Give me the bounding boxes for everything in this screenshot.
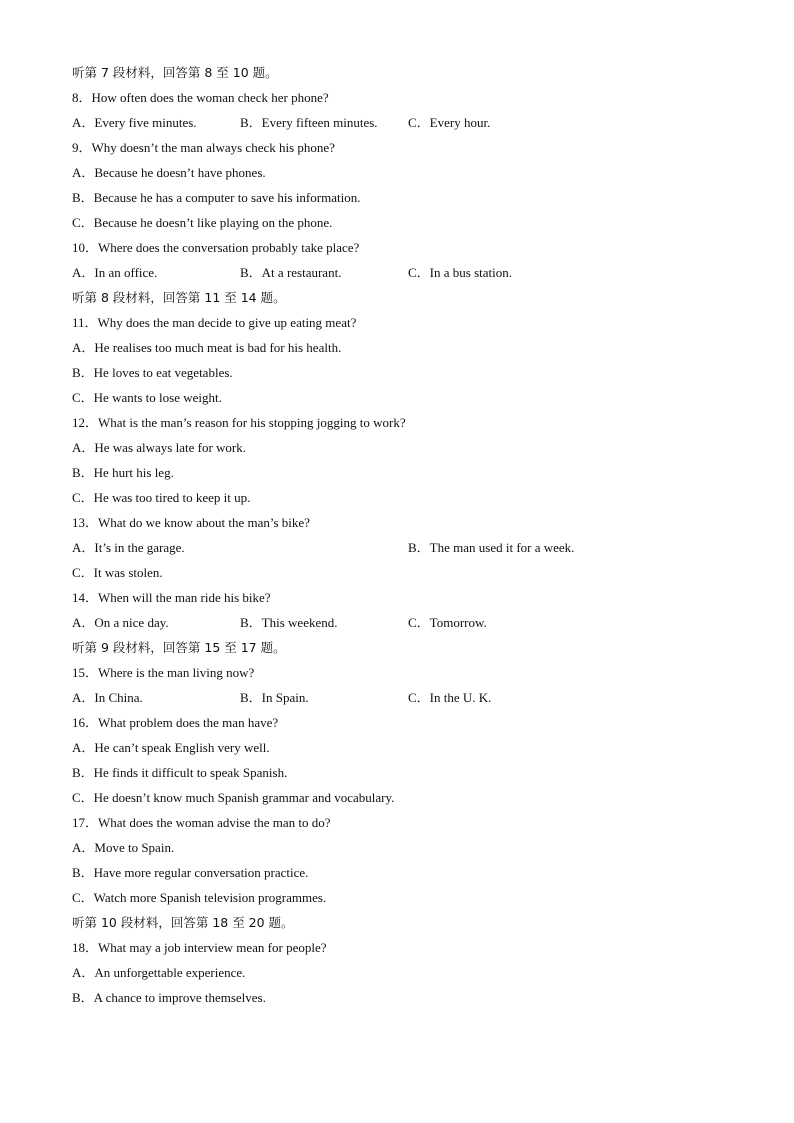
question-12: 12．What is the man’s reason for his stopping jogging to work? (72, 415, 406, 430)
option-14-a: A．On a nice day. (72, 615, 169, 630)
question-13: 13．What do we know about the man’s bike? (72, 515, 310, 530)
option-14-c: C．Tomorrow. (408, 615, 487, 630)
question-8: 8．How often does the woman check her phone? (72, 90, 329, 105)
option-11-b: B．He loves to eat vegetables. (72, 365, 233, 380)
option-12-a: A．He was always late for work. (72, 440, 247, 455)
question-17: 17．What does the woman advise the man to do? (72, 815, 331, 830)
option-15-c: C．In the U. K. (408, 690, 492, 705)
options-row-15 (72, 685, 732, 710)
section-header-7: 听第 7 段材料，回答第 8 至 10 题。 (72, 65, 278, 80)
option-15-b: B．In Spain. (240, 690, 309, 705)
options-row-13 (72, 535, 732, 560)
option-14-b: B．This weekend. (240, 615, 338, 630)
option-11-c: C．He wants to lose weight. (72, 390, 222, 405)
option-16-a: A．He can’t speak English very well. (72, 740, 270, 755)
question-9: 9．Why doesn’t the man always check his phone? (72, 140, 335, 155)
option-17-a: A．Move to Spain. (72, 840, 175, 855)
question-14: 14．When will the man ride his bike? (72, 590, 271, 605)
option-16-b: B．He finds it difficult to speak Spanish. (72, 765, 288, 780)
exam-page (72, 60, 732, 1010)
option-8-b: B．Every fifteen minutes. (240, 115, 378, 130)
option-10-b: B．At a restaurant. (240, 265, 342, 280)
option-17-b: B．Have more regular conversation practice. (72, 865, 309, 880)
options-row-14 (72, 610, 732, 635)
option-11-a: A．He realises too much meat is bad for his health. (72, 340, 342, 355)
option-13-b: B．The man used it for a week. (408, 540, 575, 555)
question-16: 16．What problem does the man have? (72, 715, 279, 730)
question-18: 18．What may a job interview mean for people? (72, 940, 327, 955)
option-9-c: C．Because he doesn’t like playing on the phone. (72, 215, 333, 230)
option-18-b: B．A chance to improve themselves. (72, 990, 266, 1005)
section-header-10: 听第 10 段材料，回答第 18 至 20 题。 (72, 915, 294, 930)
option-10-a: A．In an office. (72, 265, 158, 280)
option-18-a: A．An unforgettable experience. (72, 965, 246, 980)
options-row-8 (72, 110, 732, 135)
option-13-a: A．It’s in the garage. (72, 540, 185, 555)
option-8-c: C．Every hour. (408, 115, 491, 130)
option-9-a: A．Because he doesn’t have phones. (72, 165, 266, 180)
option-10-c: C．In a bus station. (408, 265, 512, 280)
option-15-a: A．In China. (72, 690, 143, 705)
option-12-b: B．He hurt his leg. (72, 465, 174, 480)
option-12-c: C．He was too tired to keep it up. (72, 490, 251, 505)
section-header-9: 听第 9 段材料，回答第 15 至 17 题。 (72, 640, 286, 655)
option-17-c: C．Watch more Spanish television programmes. (72, 890, 327, 905)
question-11: 11．Why does the man decide to give up eating meat? (72, 315, 357, 330)
question-15: 15．Where is the man living now? (72, 665, 255, 680)
option-16-c: C．He doesn’t know much Spanish grammar and vocabulary. (72, 790, 395, 805)
section-header-8: 听第 8 段材料，回答第 11 至 14 题。 (72, 290, 286, 305)
option-8-a: A．Every five minutes. (72, 115, 197, 130)
option-9-b: B．Because he has a computer to save his information. (72, 190, 361, 205)
question-10: 10．Where does the conversation probably take place? (72, 240, 360, 255)
options-row-10 (72, 260, 732, 285)
option-13-c: C．It was stolen. (72, 565, 163, 580)
